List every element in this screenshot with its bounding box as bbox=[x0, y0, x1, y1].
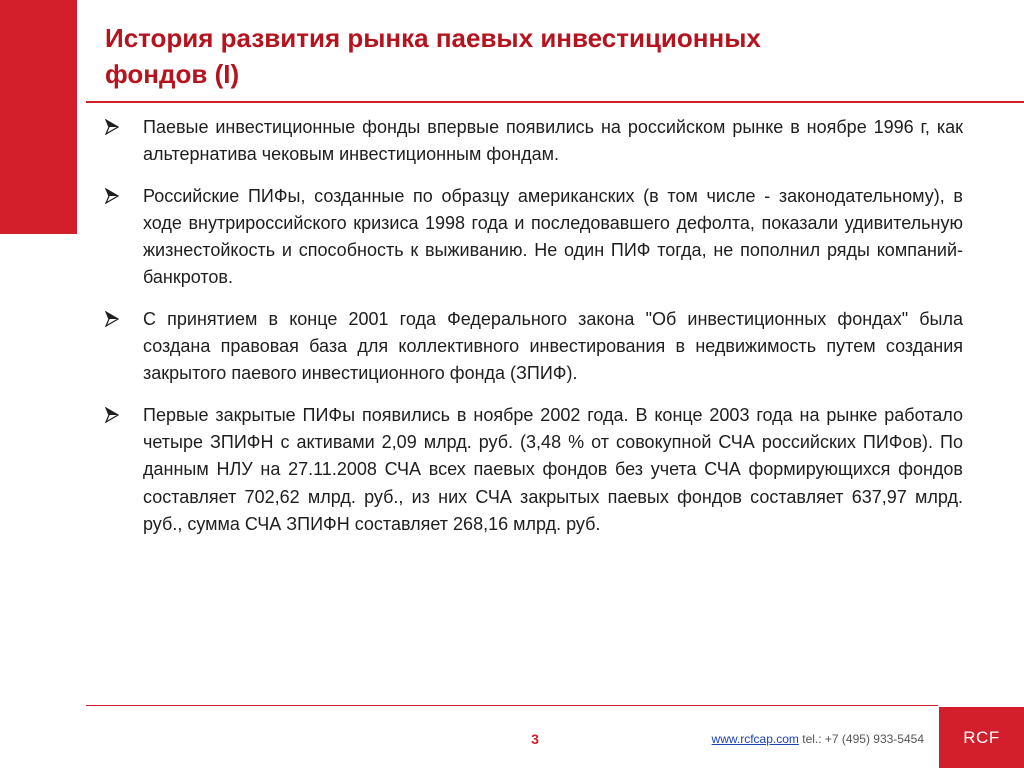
accent-bar bbox=[0, 0, 77, 234]
footer-divider bbox=[86, 705, 938, 706]
list-item-text: Первые закрытые ПИФы появились в ноябре 2002 года. В конце 2003 года на рынке работало четыре ЗПИФН с активами 2,09 млрд. руб. (3,48 % от совокупной СЧА российских ПИФов). По данным НЛУ на 27.11.2008 СЧА всех паевых фондов без учета СЧА формирующихся фондов составляет 702,62 млрд. руб., из них СЧА закрытых паевых фондов составляет 637,97 млрд. руб., сумма СЧА ЗПИФН составляет 268,16 млрд. руб. bbox=[143, 404, 963, 534]
footer-contact bbox=[600, 732, 924, 746]
title-divider bbox=[86, 101, 1024, 103]
page-title bbox=[105, 20, 865, 92]
arrow-bullet-icon bbox=[105, 188, 119, 204]
arrow-bullet-icon bbox=[105, 311, 119, 327]
arrow-bullet-icon bbox=[105, 407, 119, 423]
list-item bbox=[105, 306, 963, 388]
list-item bbox=[105, 183, 963, 292]
list-item bbox=[105, 114, 963, 169]
list-item bbox=[105, 402, 963, 538]
arrow-bullet-icon bbox=[105, 119, 119, 135]
website-link[interactable]: www.rcfcap.com bbox=[711, 732, 799, 746]
list-item-text: Паевые инвестиционные фонды впервые появились на российском рынке в ноябре 1996 г, как альтернатива чековым инвестиционным фондам. bbox=[143, 117, 963, 165]
list-item-text: Российские ПИФы, созданные по образцу американских (в том числе - законодательному), в ходе внутрироссийского кризиса 1998 года и последовавшего дефолта, показали удивительную жизнестойкость и способность к выживанию. Не один ПИФ тогда, не пополнил ряды компаний-банкротов. bbox=[143, 185, 963, 288]
phone-text: tel.: +7 (495) 933-5454 bbox=[798, 732, 924, 746]
title-line-1: История развития рынка паевых инвестиционных bbox=[105, 23, 761, 53]
page-number: 3 bbox=[531, 731, 539, 747]
brand-logo: RCF bbox=[939, 707, 1024, 768]
bullet-list bbox=[105, 114, 963, 552]
list-item-text: С принятием в конце 2001 года Федерального закона "Об инвестиционных фондах" была создана правовая база для коллективного инвестирования в недвижимость путем создания закрытого паевого инвестиционного фонда (ЗПИФ). bbox=[143, 308, 963, 384]
title-line-2: фондов (I) bbox=[105, 59, 240, 89]
